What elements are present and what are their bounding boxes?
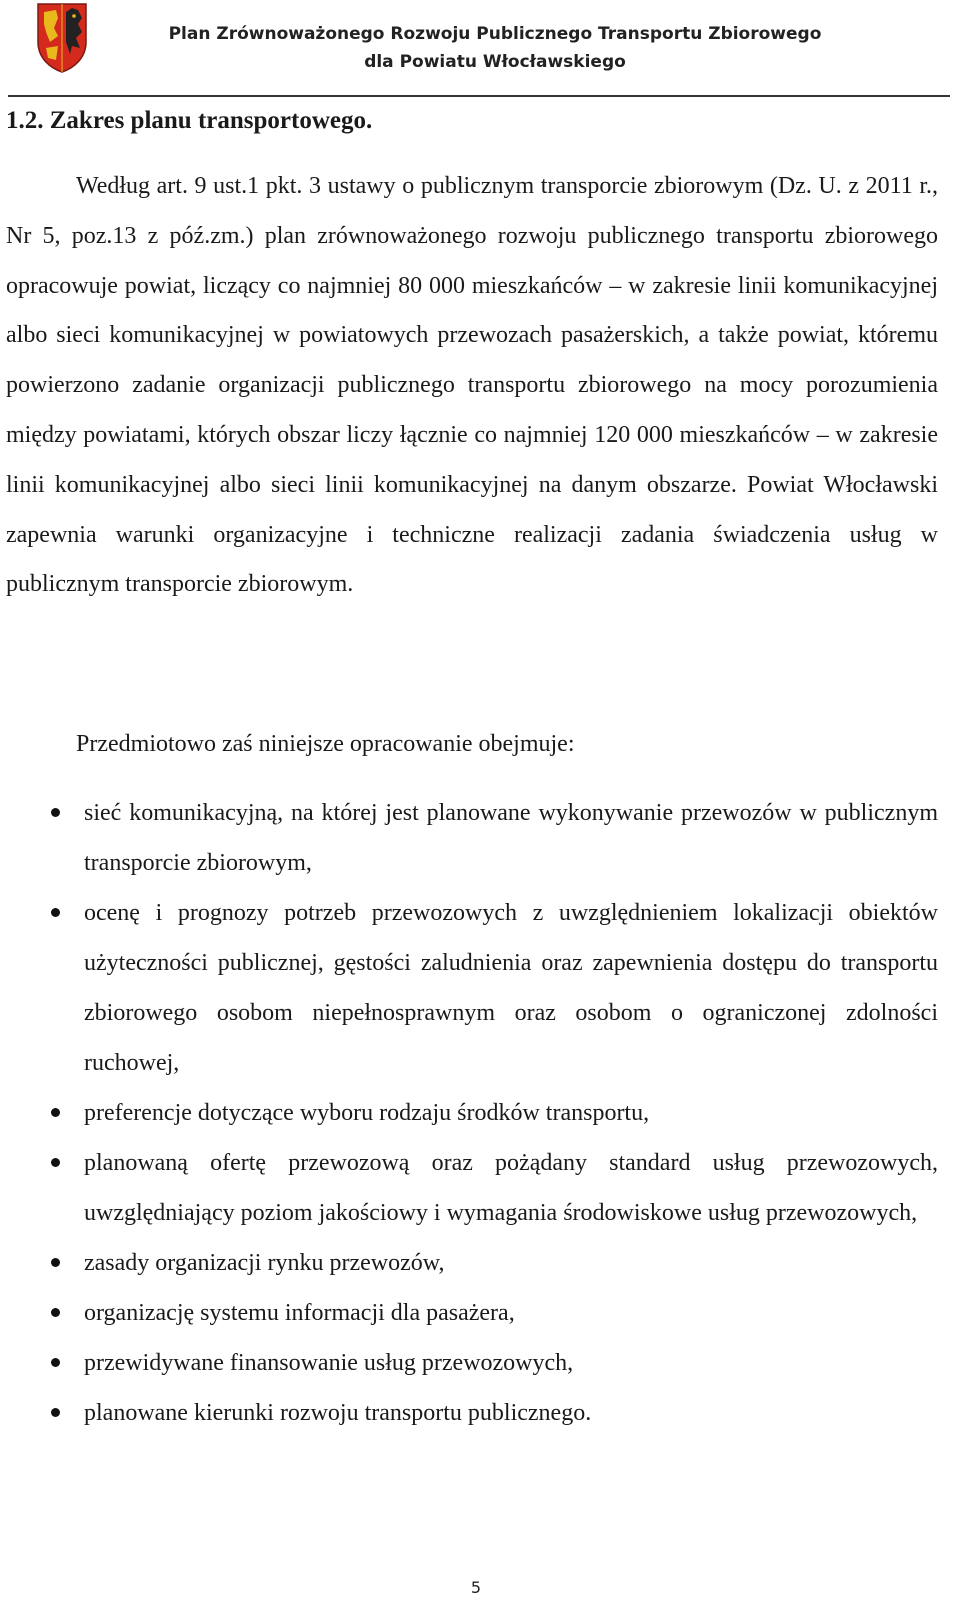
list-item-text: planowaną ofertę przewozową oraz pożądany standard usług przewozowych, uwzględniający poziom jakościowy i wymagania środowiskowe usług przewozowych, [84,1150,938,1226]
bullet-icon [51,808,60,817]
bullet-icon [51,1158,60,1167]
list-item [6,1138,938,1238]
paragraph-scope: Według art. 9 ust.1 pkt. 3 ustawy o publicznym transporcie zbiorowym (Dz. U. z 2011 r., Nr 5, poz.13 z póź.zm.) plan zrównoważonego rozwoju publicznego transportu zbiorowego opracowuje powiat, liczący co najmniej 80 000 mieszkańców – w zakresie linii komunikacyjnej albo sieci komunikacyjnej w powiatowych przewozach pasażerskich, a także powiat, któremu powierzono zadanie organizacji publicznego transportu zbiorowego na mocy porozumienia między powiatami, których obszar liczy łącznie co najmniej 120 000 mieszkańców – w zakresie linii komunikacyjnej albo sieci linii komunikacyjnej na danym obszarze. Powiat Włocławski zapewnia warunki organizacyjne i techniczne realizacji zadania świadczenia usług w publicznym transporcie zbiorowym. [6,173,938,598]
bullet-icon [51,1358,60,1367]
list-item-text: sieć komunikacyjną, na której jest planowane wykonywanie przewozów w publicznym transporcie zbiorowym, [84,800,938,876]
list-item [6,1388,938,1438]
list-item-text: ocenę i prognozy potrzeb przewozowych z uwzględnieniem lokalizacji obiektów użyteczności publicznej, gęstości zaludnienia oraz zapewnienia dostępu do transportu zbiorowego osobom niepełnosprawnym oraz osobom o ograniczonej zdolności ruchowej, [84,900,938,1076]
bullet-icon [51,1258,60,1267]
list-item-text: planowane kierunki rozwoju transportu publicznego. [84,1400,592,1426]
bullet-icon [51,1308,60,1317]
list-item [6,888,938,1088]
section-heading: 1.2. Zakres planu transportowego. [6,107,373,134]
list-item-text: organizację systemu informacji dla pasażera, [84,1300,515,1326]
bullet-icon [51,1108,60,1117]
list-item [6,1288,938,1338]
list-item-text: przewidywane finansowanie usług przewozowych, [84,1350,574,1376]
page-header [0,0,960,96]
list-item [6,1238,938,1288]
list-item [6,1338,938,1388]
paragraph-intro: Przedmiotowo zaś niniejsze opracowanie obejmuje: [76,731,575,757]
bullet-icon [51,1408,60,1417]
header-divider [8,95,950,97]
list-item [6,788,938,888]
document-header-title [150,20,840,76]
scope-bullet-list [6,788,938,1438]
list-item-text: preferencje dotyczące wyboru rodzaju środków transportu, [84,1100,650,1126]
list-item-text: zasady organizacji rynku przewozów, [84,1250,445,1276]
header-title-line2: dla Powiatu Włocławskiego [364,52,626,72]
header-title-line1: Plan Zrównoważonego Rozwoju Publicznego Transportu Zbiorowego [168,24,822,44]
coat-of-arms-icon [36,2,88,74]
bullet-icon [51,908,60,917]
page-number: 5 [470,1578,482,1597]
list-item [6,1088,938,1138]
